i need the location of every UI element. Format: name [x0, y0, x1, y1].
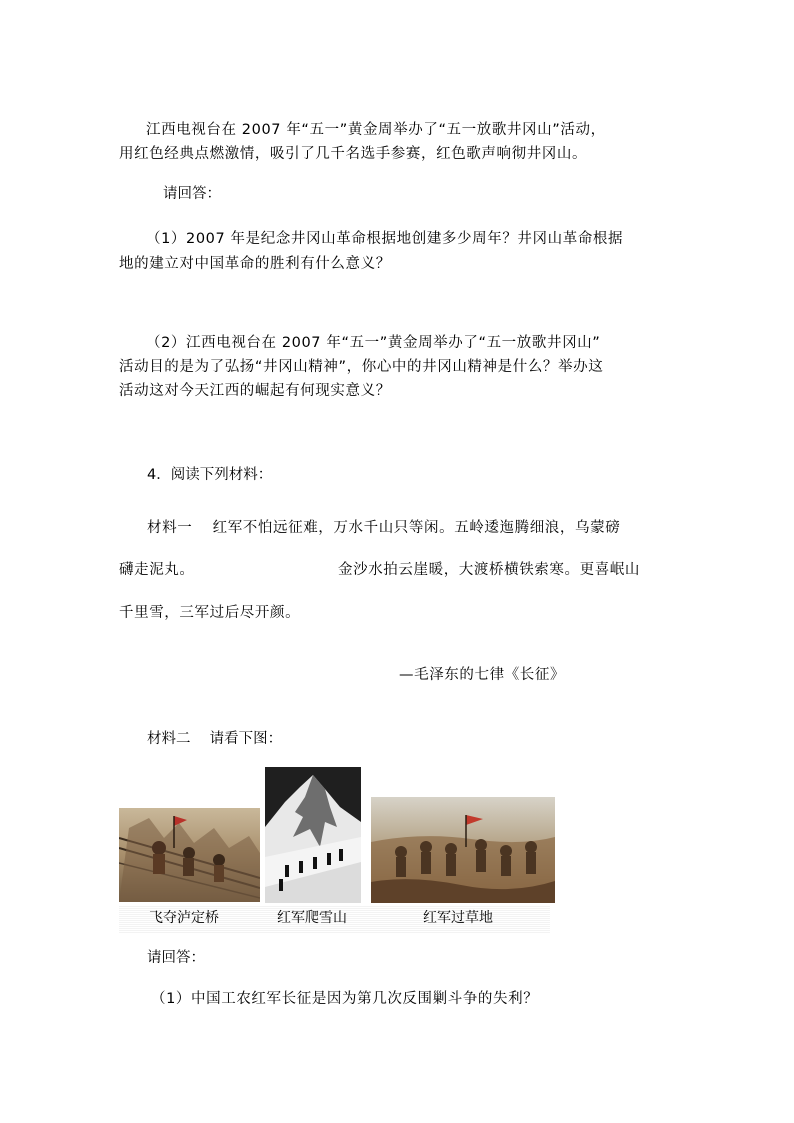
- material-1-line-1: 材料一 红军不怕远征难，万水千山只等闲。五岭逶迤腾细浪，乌蒙磅: [147, 520, 621, 536]
- material-1-line-3: 千里雪，三军过后尽开颜。: [119, 605, 301, 621]
- answer-prompt-1: 请回答：: [163, 186, 221, 202]
- material-2-heading: 材料二 请看下图：: [147, 731, 283, 747]
- photo-climbing-snow-mountain-icon: [265, 767, 361, 903]
- question-2-line-3: 活动这对今天江西的崛起有何现实意义？: [119, 383, 391, 399]
- material-1-source: —毛泽东的七律《长征》: [399, 667, 566, 683]
- caption-luding-bridge: 飞夺泸定桥: [149, 910, 219, 926]
- question-1-line-2: 地的建立对中国革命的胜利有什么意义？: [119, 256, 391, 272]
- section-4-heading: 4．阅读下列材料：: [147, 467, 273, 483]
- section-4-question-1: （1）中国工农红军长征是因为第几次反围剿斗争的失利？: [151, 991, 539, 1007]
- intro-line-1: 江西电视台在 2007 年“五一”黄金周举办了“五一放歌井冈山”活动，: [146, 122, 606, 138]
- material-1-line-2b: 金沙水拍云崖暖，大渡桥横铁索寒。更喜岷山: [338, 562, 640, 578]
- caption-grassland: 红军过草地: [423, 910, 493, 926]
- caption-snow-mountain: 红军爬雪山: [277, 910, 347, 926]
- painting-crossing-grassland-icon: [371, 797, 555, 903]
- question-1-line-1: （1）2007 年是纪念井冈山革命根据地创建多少周年？井冈山革命根据: [146, 231, 624, 247]
- question-2-line-2: 活动目的是为了弘扬“井冈山精神”，你心中的井冈山精神是什么？举办这: [119, 359, 604, 375]
- question-2-line-1: （2）江西电视台在 2007 年“五一”黄金周举办了“五一放歌井冈山”: [146, 335, 601, 351]
- painting-crossing-luding-bridge-icon: [119, 808, 260, 902]
- material-1-line-2a: 礴走泥丸。: [119, 562, 195, 578]
- intro-line-2: 用红色经典点燃激情，吸引了几千名选手参赛，红色歌声响彻井冈山。: [119, 146, 588, 162]
- answer-prompt-2: 请回答：: [147, 950, 205, 966]
